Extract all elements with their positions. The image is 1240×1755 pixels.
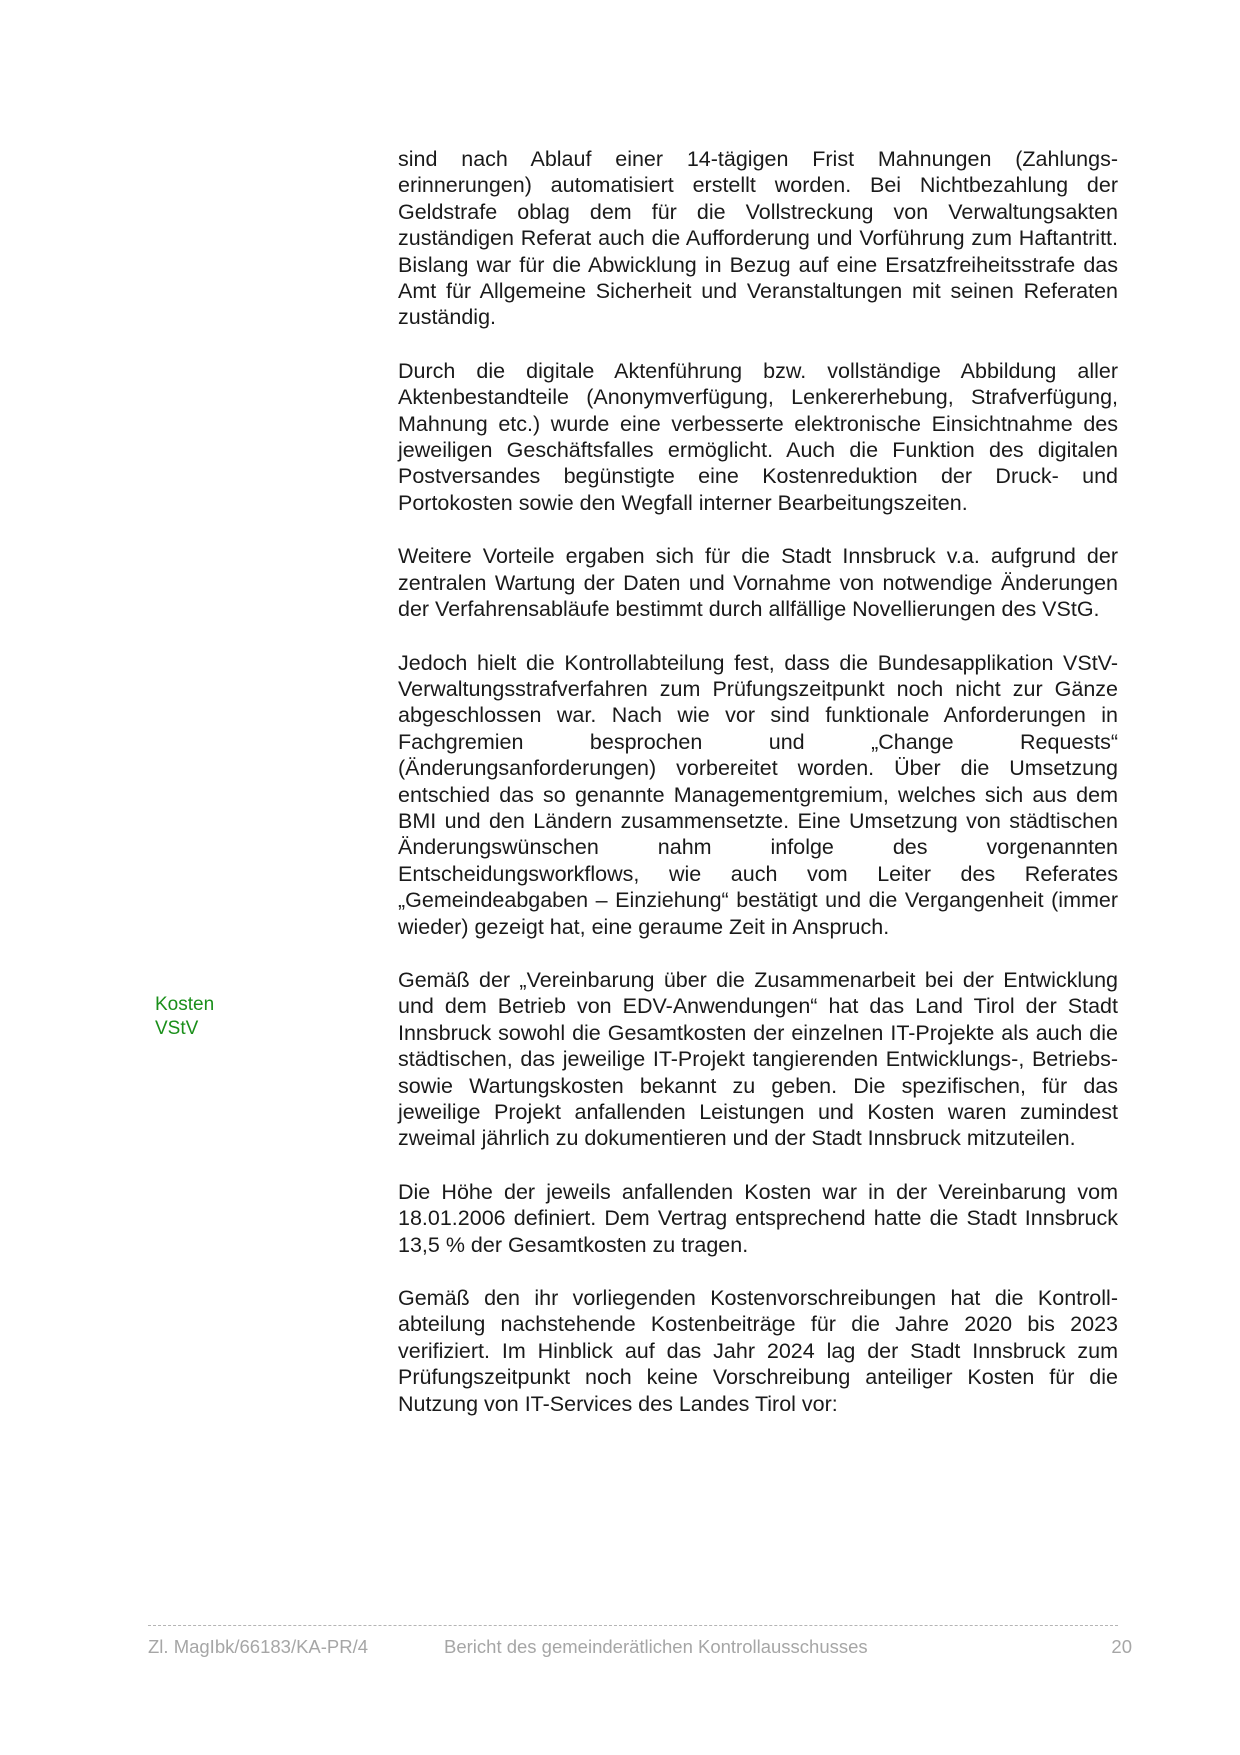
footer-reference: Zl. MagIbk/66183/KA-PR/4 <box>148 1636 369 1657</box>
margin-note-line2: VStV <box>155 1018 199 1039</box>
main-text-column <box>398 146 1118 1444</box>
page-number: 20 <box>1111 1636 1132 1657</box>
footer-divider <box>148 1625 1118 1626</box>
paragraph-digitale-aktenfuehrung: Durch die digitale Aktenführung bzw. vollständige Abbildung aller Aktenbestandteile (Anonymverfügung, Lenkererhebung, Strafverfügung, Mahnung etc.) wurde eine verbesserte elektronische Einsichtnahme des jeweiligen Geschäftsfalles ermöglicht. Auch die Funktion des digitalen Postversandes begünstigte eine Kostenreduktion der Druck- und Portokosten sowie den Wegfall interner Bearbeitungszeiten. <box>398 358 1118 515</box>
paragraph-mahnungen: sind nach Ablauf einer 14-tägigen Frist Mahnungen (Zahlungserinnerungen) automatisiert erstellt worden. Bei Nichtbezahlung der Geldstrafe oblag dem für die Vollstreckung von Verwaltungsakten zuständigen Referat auch die Aufforderung und Vorführung zum Haftantritt. Bislang war für die Abwicklung in Bezug auf eine Ersatzfreiheitsstrafe das Amt für Allgemeine Sicherheit und Veranstaltungen mit seinen Referaten zuständig. <box>398 147 1118 330</box>
paragraph-kostenvorschreibungen: Gemäß den ihr vorliegenden Kostenvorschreibungen hat die Kontrollabteilung nachstehende Kostenbeiträge für die Jahre 2020 bis 2023 verifiziert. Im Hinblick auf das Jahr 2024 lag der Stadt Innsbruck zum Prüfungszeitpunkt noch keine Vorschreibung anteiliger Kosten für die Nutzung von IT-Services des Landes Tirol vor: <box>398 1286 1118 1416</box>
paragraph-kontrollabteilung: Jedoch hielt die Kontrollabteilung fest, dass die Bundesapplikation VStV-Verwaltungsstrafverfahren zum Prüfungszeitpunkt noch nicht zur Gänze abgeschlossen war. Nach wie vor sind funktionale Anforderungen in Fachgremien besprochen und „Change Requests“ (Änderungsanforderungen) vorbereitet worden. Über die Umsetzung entschied das so genannte Managementgremium, welches sich aus dem BMI und den Ländern zusammensetzte. Eine Umsetzung von städtischen Änderungswünschen nahm infolge des vorgenannten Entscheidungsworkflows, wie auch vom Leiter des Referates „Gemeindeabgaben – Einziehung“ bestätigt und die Vergangenheit (immer wieder) gezeigt hat, eine geraume Zeit in Anspruch. <box>398 650 1118 939</box>
paragraph-vereinbarung: Gemäß der „Vereinbarung über die Zusammenarbeit bei der Entwicklung und dem Betrieb von EDV-Anwendungen“ hat das Land Tirol der Stadt Innsbruck sowohl die Gesamtkosten der einzelnen IT-Projekte als auch die städtischen, das jeweilige IT-Projekt tangierenden Entwicklungs-, Betriebs- sowie Wartungskosten bekannt zu geben. Die spezifischen, für das jeweilige Projekt anfallenden Leistungen und Kosten waren zumindest zweimal jährlich zu dokumentieren und der Stadt Innsbruck mitzuteilen. <box>398 967 1118 1151</box>
margin-note-line1: Kosten <box>155 994 215 1015</box>
margin-note-kosten-vstv <box>155 993 335 1041</box>
paragraph-kostenhoehe: Die Höhe der jeweils anfallenden Kosten war in der Vereinbarung vom 18.01.2006 definiert. Dem Vertrag entsprechend hatte die Stadt Innsbruck 13,5 % der Gesamtkosten zu tragen. <box>398 1179 1118 1257</box>
footer-title: Bericht des gemeinderätlichen Kontrollausschusses <box>444 1636 868 1657</box>
paragraph-weitere-vorteile: Weitere Vorteile ergaben sich für die Stadt Innsbruck v.a. aufgrund der zentralen Wartung der Daten und Vornahme von notwendige Änderungen der Verfahrensabläufe bestimmt durch allfällige Novellierungen des VStG. <box>398 544 1118 622</box>
